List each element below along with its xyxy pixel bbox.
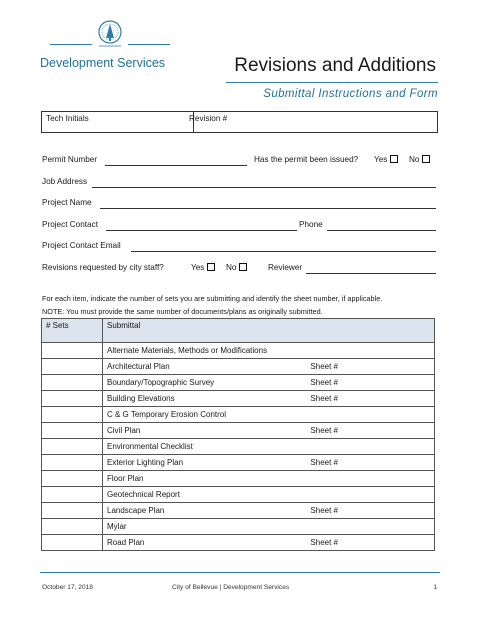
table-row (42, 487, 435, 503)
project-contact-input[interactable] (106, 230, 297, 231)
logo-rule-right (128, 44, 170, 45)
submittal-item-label: Environmental Checklist (107, 442, 193, 451)
project-contact-email-row (42, 241, 436, 253)
table-row (42, 455, 435, 471)
table-row (42, 471, 435, 487)
project-contact-row (42, 220, 436, 232)
revisions-requested-label: Revisions requested by city staff? (42, 263, 164, 272)
sheet-number-label[interactable]: Sheet # (310, 378, 338, 387)
page-title: Revisions and Additions (234, 55, 436, 76)
instructions-note: NOTE: You must provide the same number of documents/plans as originally submitted. (42, 307, 323, 316)
submittal-item-label: Boundary/Topographic Survey (107, 378, 215, 387)
sets-column-header: # Sets (42, 319, 103, 343)
revisions-requested-row (42, 263, 436, 275)
sets-input-cell[interactable] (42, 375, 103, 391)
submittal-item-label: Architectural Plan (107, 362, 170, 371)
project-contact-label: Project Contact (42, 220, 98, 229)
table-row (42, 423, 435, 439)
revision-number-label: Revision # (189, 114, 228, 123)
sets-input-cell[interactable] (42, 519, 103, 535)
permit-issued-no (409, 155, 430, 164)
permit-issued-no-label: No (409, 155, 420, 164)
tech-initials-field[interactable] (42, 112, 194, 132)
title-rule (226, 82, 438, 83)
submittal-cell (103, 423, 435, 439)
table-row (42, 359, 435, 375)
org-name: Development Services (40, 56, 166, 70)
revision-number-field[interactable] (185, 112, 437, 132)
permit-issued-yes-checkbox[interactable] (390, 155, 398, 163)
footer-page-number: 1 (433, 584, 437, 591)
sets-input-cell[interactable] (42, 535, 103, 551)
table-row (42, 439, 435, 455)
permit-issued-yes (374, 155, 398, 164)
submittal-column-header: Submittal (103, 319, 435, 343)
footer-date: October 17, 2018 (42, 584, 93, 591)
table-row (42, 535, 435, 551)
table-row (42, 503, 435, 519)
submittal-item-label: Alternate Materials, Methods or Modifications (107, 346, 268, 355)
table-row (42, 519, 435, 535)
permit-issued-no-checkbox[interactable] (422, 155, 430, 163)
submittal-item-label: Landscape Plan (107, 506, 165, 515)
sheet-number-label[interactable]: Sheet # (310, 394, 338, 403)
sheet-number-label[interactable]: Sheet # (310, 458, 338, 467)
revisions-requested-no-checkbox[interactable] (239, 263, 247, 271)
submittal-item-label: Mylar (107, 522, 127, 531)
sets-input-cell[interactable] (42, 471, 103, 487)
reviewer-label: Reviewer (268, 263, 303, 272)
submittal-item-label: Building Elevations (107, 394, 175, 403)
revisions-requested-no (226, 263, 247, 272)
table-row (42, 391, 435, 407)
submittal-item-label: Floor Plan (107, 474, 144, 483)
permit-number-label: Permit Number (42, 155, 98, 164)
submittal-cell (103, 439, 435, 455)
submittal-cell (103, 455, 435, 471)
sheet-number-label[interactable]: Sheet # (310, 538, 338, 547)
sheet-number-label[interactable]: Sheet # (310, 426, 338, 435)
project-name-row (42, 198, 436, 210)
table-row (42, 407, 435, 423)
revisions-requested-yes (191, 263, 215, 272)
job-address-label: Job Address (42, 177, 88, 186)
submittal-cell (103, 343, 435, 359)
sets-input-cell[interactable] (42, 439, 103, 455)
logo-rule-left (50, 44, 92, 45)
sets-input-cell[interactable] (42, 455, 103, 471)
permit-number-input[interactable] (105, 165, 247, 166)
submittal-cell (103, 519, 435, 535)
submittal-item-label: Civil Plan (107, 426, 141, 435)
instructions-text: For each item, indicate the number of sets you are submitting and identify the sheet number, if applicable. (42, 294, 383, 303)
sets-input-cell[interactable] (42, 423, 103, 439)
submittal-cell (103, 487, 435, 503)
job-address-input[interactable] (92, 187, 436, 188)
permit-issued-question: Has the permit been issued? (254, 155, 359, 164)
permit-number-row (42, 155, 436, 167)
project-contact-email-input[interactable] (131, 251, 436, 252)
project-contact-email-label: Project Contact Email (42, 241, 121, 250)
permit-issued-yes-label: Yes (374, 155, 388, 164)
submittal-item-label: Exterior Lighting Plan (107, 458, 184, 467)
phone-label: Phone (299, 220, 323, 229)
submittal-cell (103, 471, 435, 487)
table-row (42, 375, 435, 391)
sets-input-cell[interactable] (42, 391, 103, 407)
submittal-cell (103, 359, 435, 375)
revisions-requested-yes-label: Yes (191, 263, 205, 272)
development-services-logo (40, 20, 180, 72)
phone-input[interactable] (327, 230, 436, 231)
sheet-number-label[interactable]: Sheet # (310, 506, 338, 515)
submittal-item-label: Road Plan (107, 538, 145, 547)
job-address-row (42, 177, 436, 189)
revisions-requested-yes-checkbox[interactable] (207, 263, 215, 271)
submittal-cell (103, 407, 435, 423)
revisions-requested-no-label: No (226, 263, 237, 272)
sets-input-cell[interactable] (42, 487, 103, 503)
sets-input-cell[interactable] (42, 503, 103, 519)
sheet-number-label[interactable]: Sheet # (310, 362, 338, 371)
tech-initials-box (41, 111, 438, 133)
footer-org: City of Bellevue | Development Services (172, 584, 290, 591)
project-name-label: Project Name (42, 198, 92, 207)
sets-input-cell[interactable] (42, 343, 103, 359)
project-name-input[interactable] (100, 208, 436, 209)
reviewer-input[interactable] (306, 273, 436, 274)
submittal-cell (103, 391, 435, 407)
submittal-item-label: C & G Temporary Erosion Control (107, 410, 227, 419)
sets-input-cell[interactable] (42, 359, 103, 375)
table-row (42, 343, 435, 359)
submittal-cell (103, 503, 435, 519)
tech-initials-label: Tech Initials (46, 114, 89, 123)
page-subtitle: Submittal Instructions and Form (263, 88, 438, 100)
sets-input-cell[interactable] (42, 407, 103, 423)
table-header-row (42, 319, 435, 343)
submittal-table (41, 318, 435, 551)
submittal-cell (103, 375, 435, 391)
submittal-item-label: Geotechnical Report (107, 490, 180, 499)
city-seal-icon (95, 20, 125, 52)
submittal-cell (103, 535, 435, 551)
footer-rule (40, 572, 440, 573)
